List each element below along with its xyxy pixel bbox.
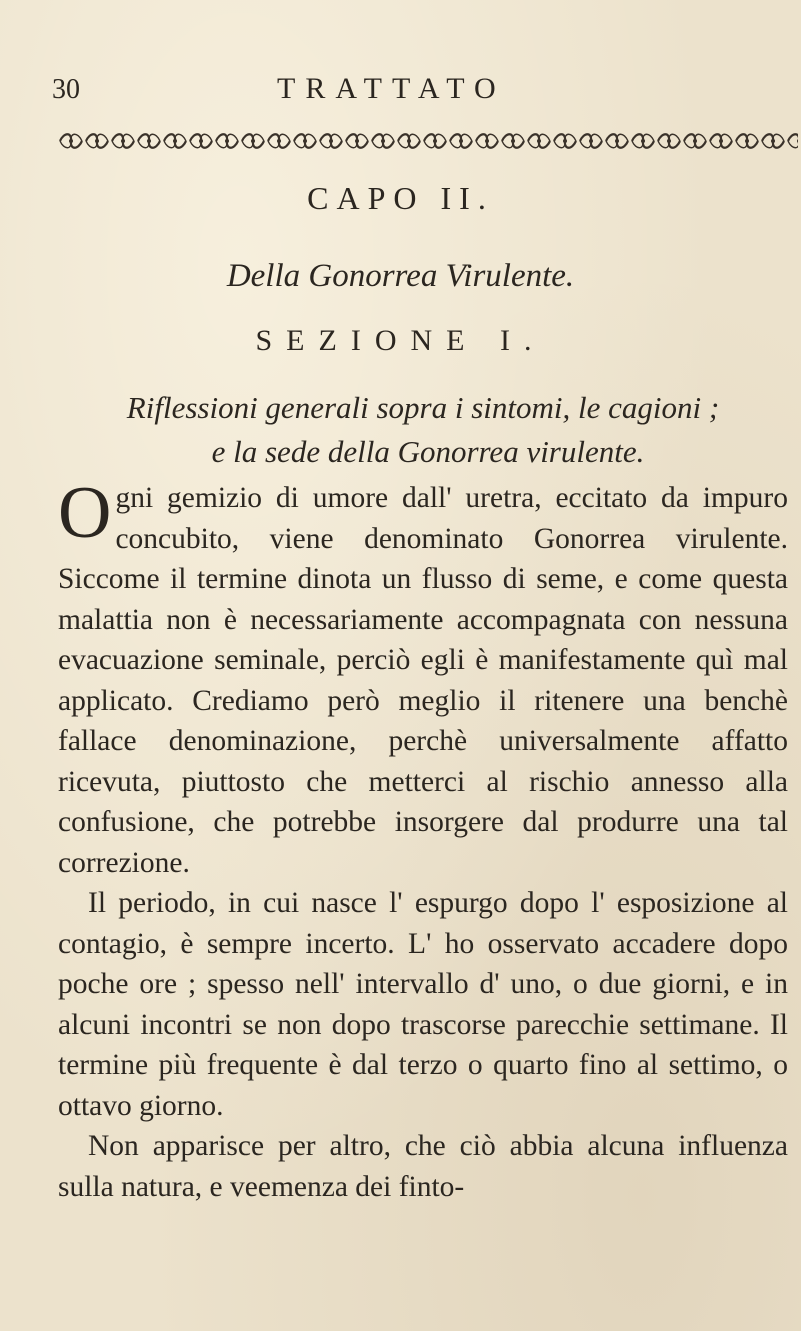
ornamental-divider — [58, 130, 798, 152]
chapter-subtitle: Della Gonorrea Virulente. — [226, 258, 575, 294]
ornament-pattern-icon — [58, 130, 798, 152]
paragraph-3: Non apparisce per altro, che ciò abbia alcuna influenza sulla natura, e veemenza dei finto- — [58, 1130, 788, 1203]
section-summary-line-2: e la sede della Gonorrea virulente. — [211, 434, 645, 469]
paragraph-1-text: gni gemizio di umore dall' uretra, eccitato da impuro concubito, viene denominato Gonorrea virulente. Siccome il termine dinota un flusso di seme, e come questa malattia non è necessariamente accompagnata con nessuna evacuazione seminale, perciò egli è manifestamente quì mal applicato. Crediamo però meglio il ritenere una benchè fallace denominazione, perchè universalmente affatto ricevuta, piuttosto che metterci al rischio annesso alla confusione, che potrebbe insorgere dal produrre una tal correzione. — [58, 482, 788, 879]
page-number: 30 — [52, 74, 80, 105]
chapter-heading: CAPO II. — [307, 180, 494, 216]
paragraph-1 — [58, 472, 788, 883]
paragraph-2: Il periodo, in cui nasce l' espurgo dopo l' esposizione al contagio, è sempre incerto. L' ho osservato accadere dopo poche ore ; spesso nell' intervallo d' uno, o due giorni, e in alcuni incontri se non dopo trascorse parecchie settimane. Il termine più frequente è dal terzo o quarto fino al settimo, o ottavo giorno. — [58, 887, 788, 1122]
drop-cap: O — [58, 472, 112, 554]
body-text — [58, 472, 788, 1207]
running-title: TRATTATO — [277, 72, 506, 105]
section-summary — [58, 386, 788, 474]
running-head — [52, 68, 761, 108]
section-heading: SEZIONE I. — [255, 324, 546, 357]
section-summary-line-1: Riflessioni generali sopra i sintomi, le cagioni ; — [126, 390, 720, 425]
